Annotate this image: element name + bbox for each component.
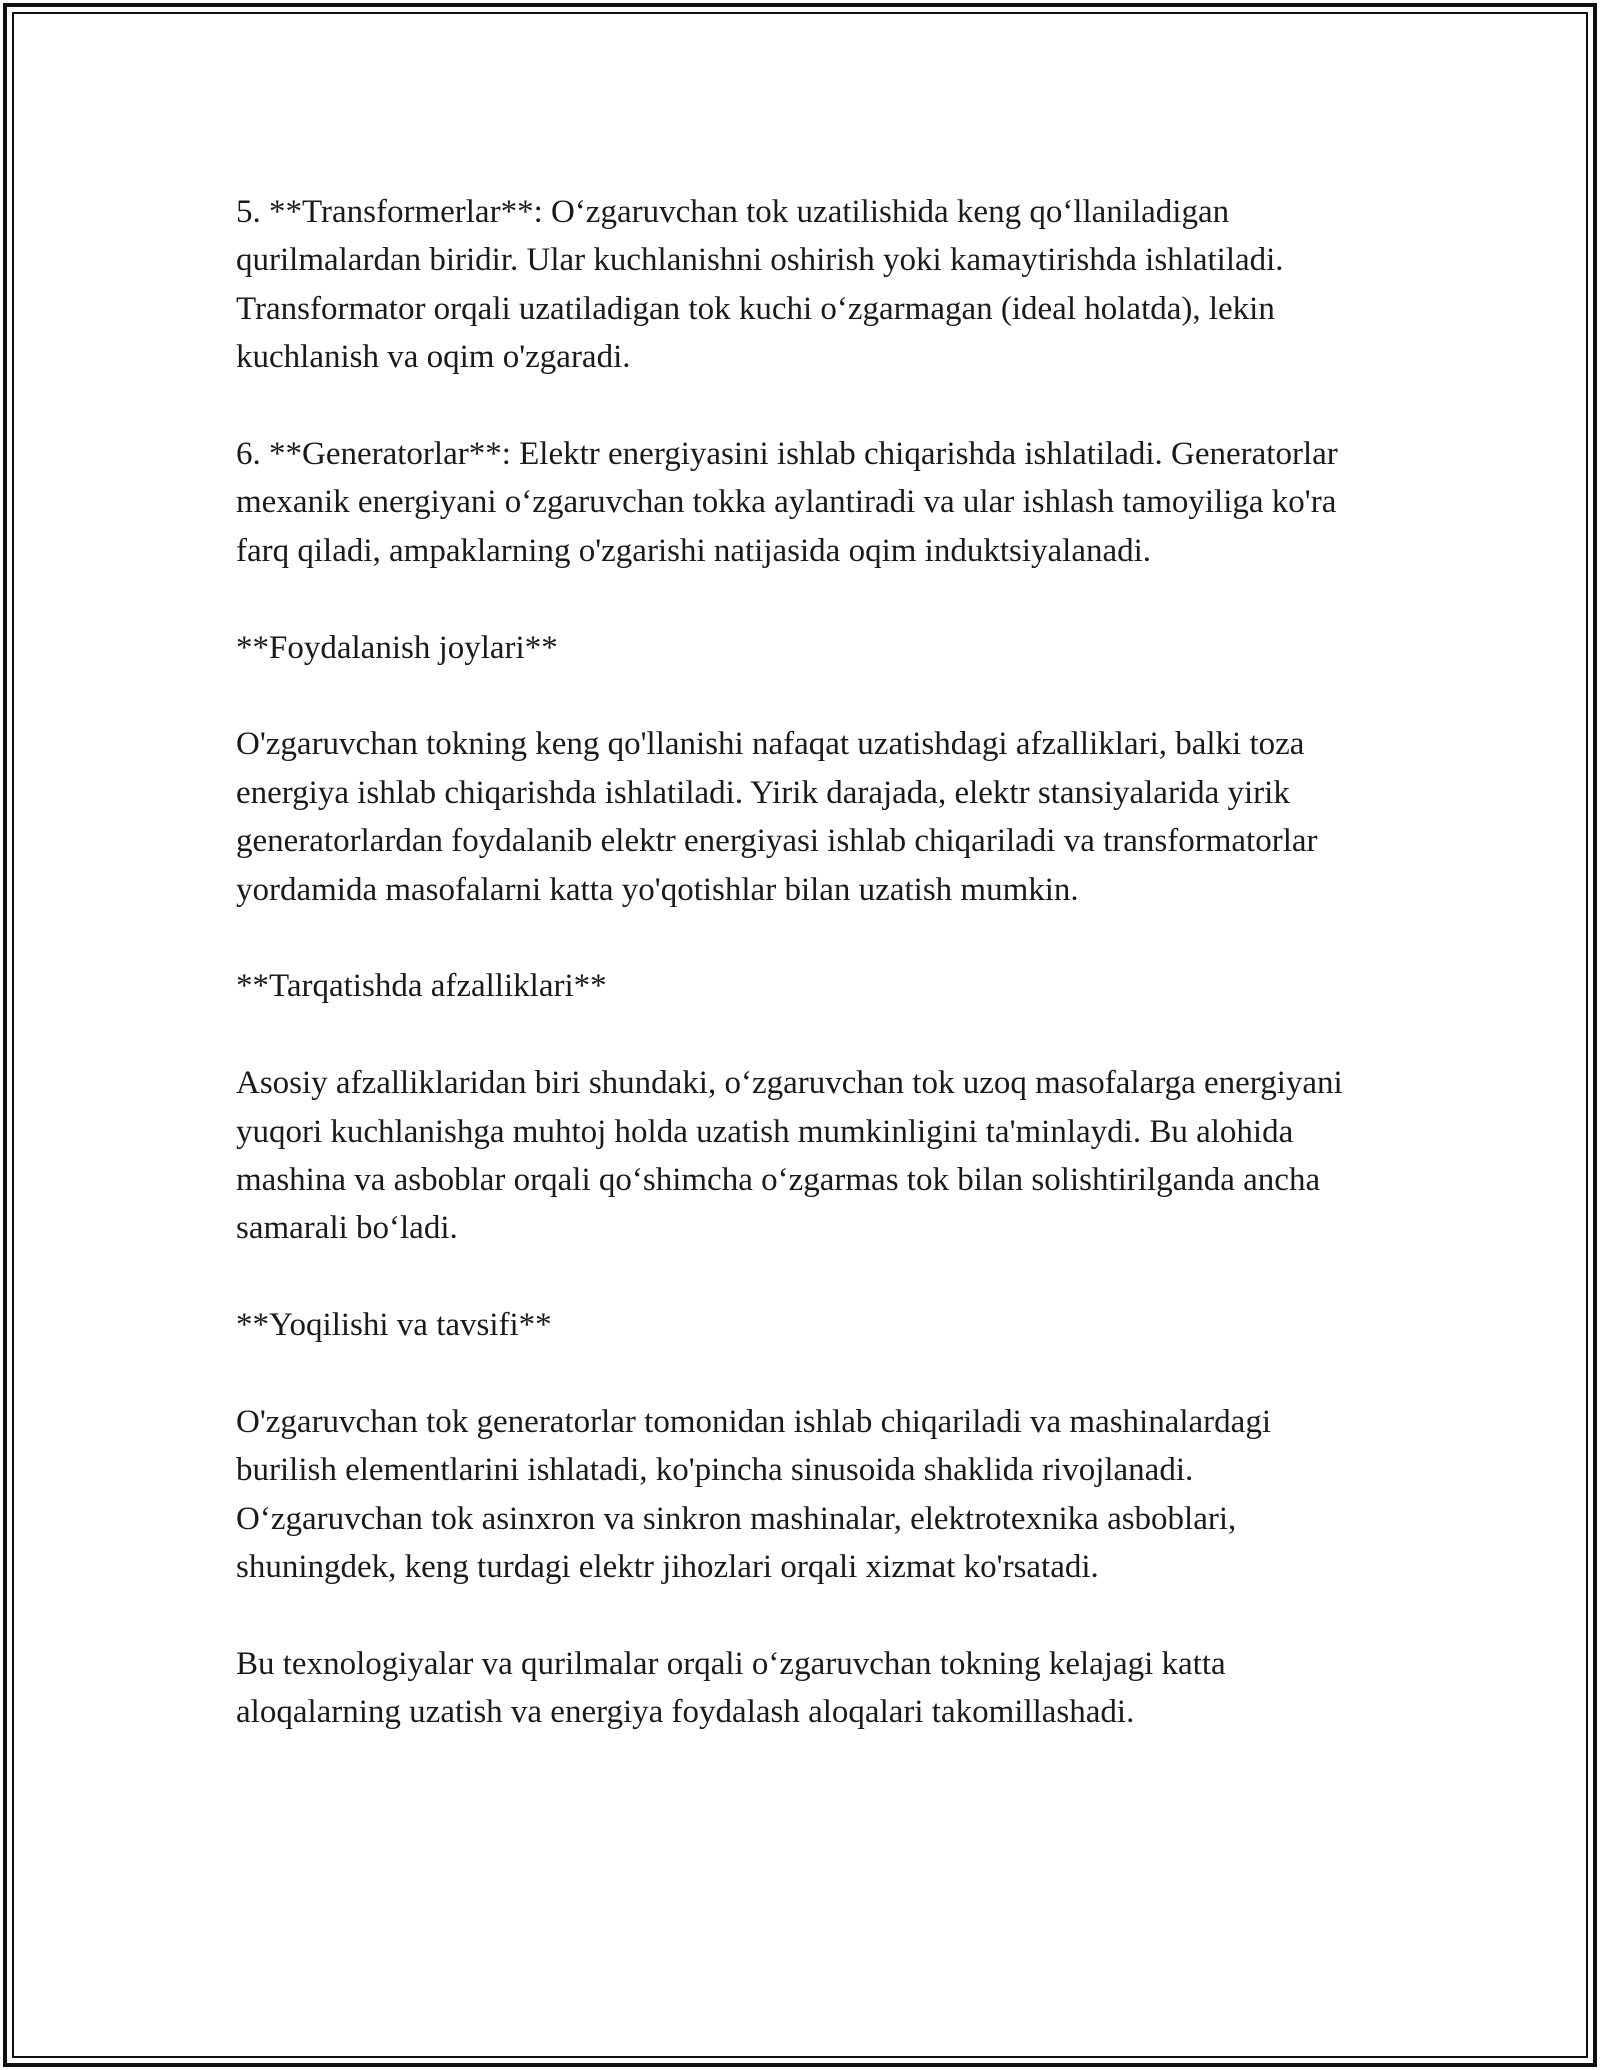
document-body	[236, 188, 1366, 1737]
heading-yoqilishi-va-tavsifi: **Yoqilishi va tavsifi**	[236, 1307, 552, 1344]
paragraph-xulosa: Bu texnologiyalar va qurilmalar orqali o‘zgaruvchan tokning kelajagi katta aloqalarning uzatish va energiya foydalash aloqalari takomillashadi.	[236, 1646, 1226, 1731]
paragraph-generatorlar: 6. **Generatorlar**: Elektr energiyasini ishlab chiqarishda ishlatiladi. Generatorlar mexanik energiyani o‘zgaruvchan tokka aylantiradi va ular ishlash tamoyiliga ko'ra farq qiladi, ampaklarning o'zgarishi natijasida oqim induktsiyalanadi.	[236, 436, 1338, 569]
paragraph-tarqatish: Asosiy afzalliklaridan biri shundaki, o‘zgaruvchan tok uzoq masofalarga energiyani yuqori kuchlanishga muhtoj holda uzatish mumkinligini ta'minlaydi. Bu alohida mashina va asboblar orqali qo‘shimcha o‘zgarmas tok bilan solishtirilganda ancha samarali bo‘ladi.	[236, 1065, 1343, 1247]
heading-tarqatishda-afzalliklari: **Tarqatishda afzalliklari**	[236, 968, 607, 1005]
heading-foydalanish-joylari: **Foydalanish joylari**	[236, 629, 558, 666]
paragraph-transformerlar: 5. **Transformerlar**: O‘zgaruvchan tok uzatilishida keng qo‘llaniladigan qurilmalardan biridir. Ular kuchlanishni oshirish yoki kamaytirishda ishlatiladi. Transformator orqali uzatiladigan tok kuchi o‘zgarmagan (ideal holatda), lekin kuchlanish va oqim o'zgaradi.	[236, 194, 1284, 376]
paragraph-yoqilishi: O'zgaruvchan tok generatorlar tomonidan ishlab chiqariladi va mashinalardagi burilish elementlarini ishlatadi, ko'pincha sinusoida shaklida rivojlanadi. O‘zgaruvchan tok asinxron va sinkron mashinalar, elektrotexnika asboblari, shuningdek, keng turdagi elektr jihozlari orqali xizmat ko'rsatadi.	[236, 1404, 1271, 1586]
paragraph-foydalanish: O'zgaruvchan tokning keng qo'llanishi nafaqat uzatishdagi afzalliklari, balki toza energiya ishlab chiqarishda ishlatiladi. Yirik darajada, elektr stansiyalarida yirik generatorlardan foydalanib elektr energiyasi ishlab chiqariladi va transformatorlar yordamida masofalarni katta yo'qotishlar bilan uzatish mumkin.	[236, 726, 1318, 908]
